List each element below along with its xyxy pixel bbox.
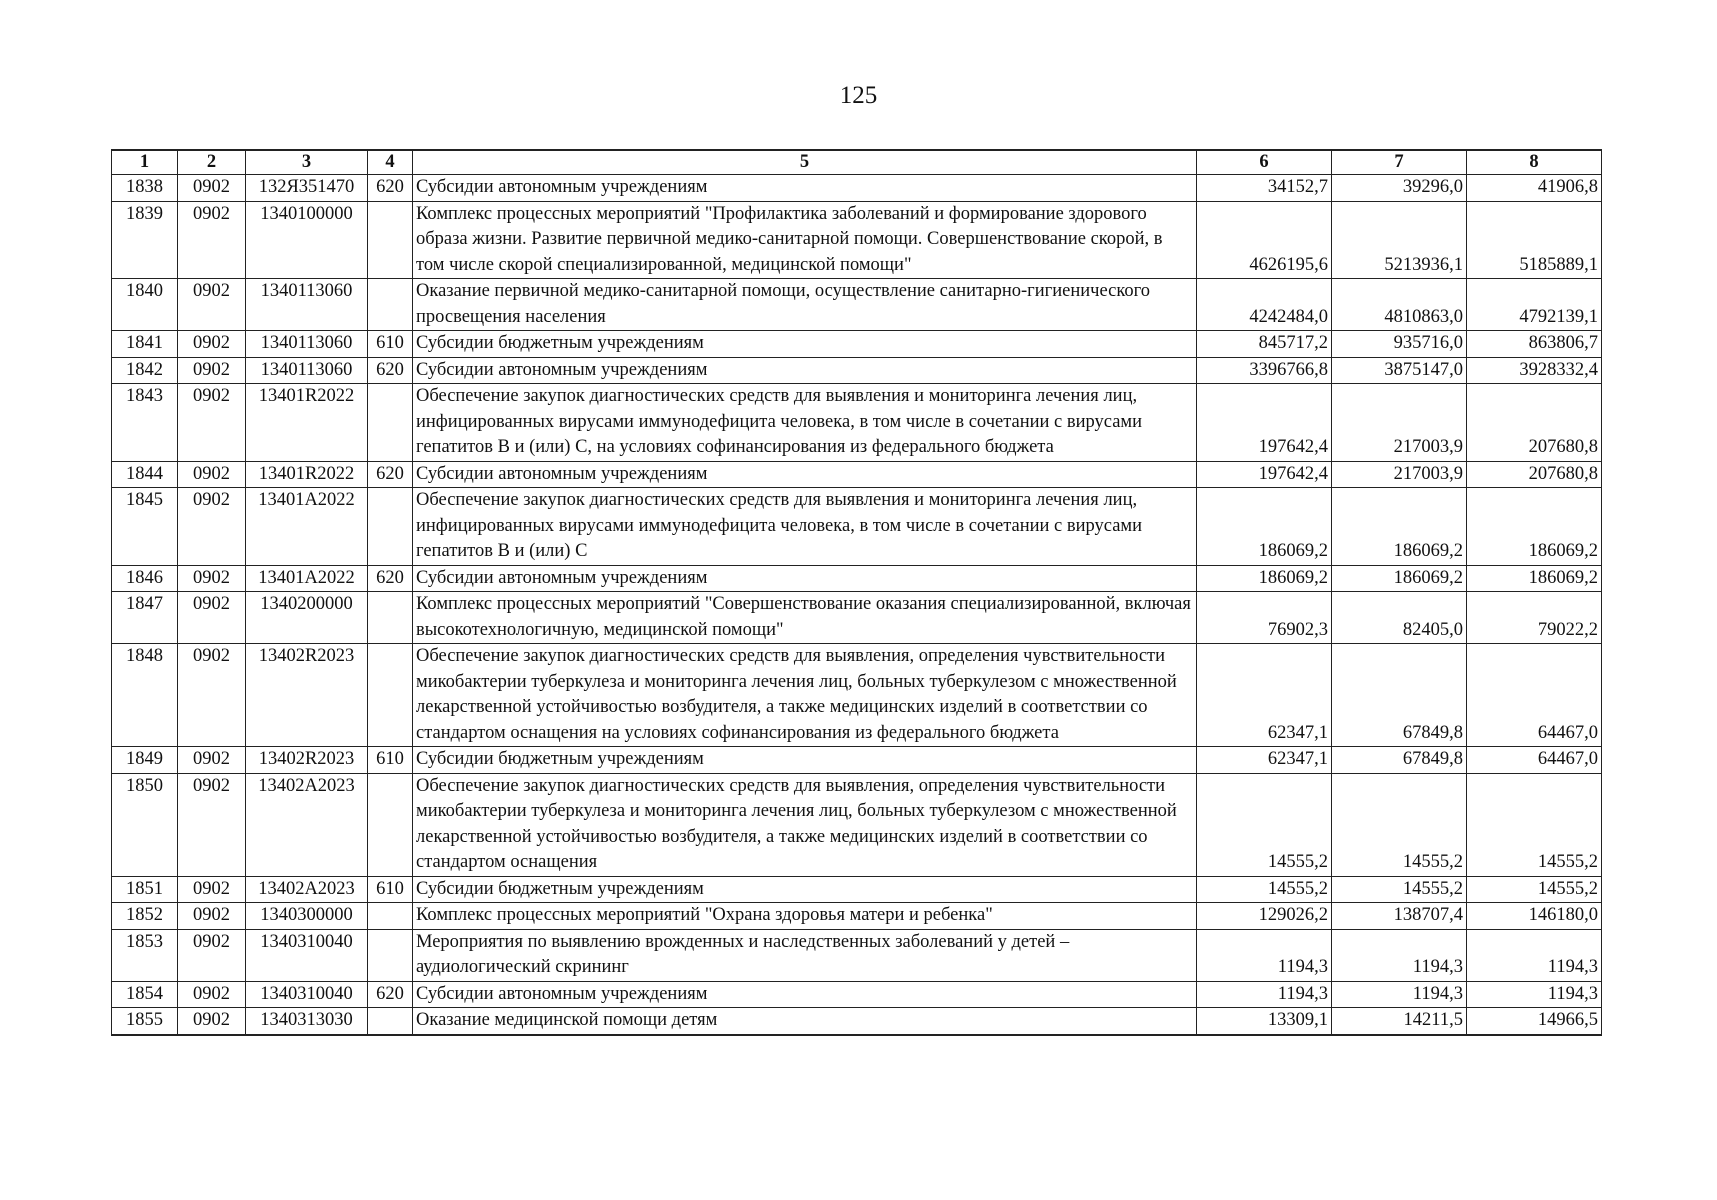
- target-article-code: 1340300000: [246, 903, 368, 930]
- amount-col-6: 1194,3: [1197, 981, 1332, 1008]
- item-name: Оказание первичной медико-санитарной помощи, осуществление санитарно-гигиенического просвещения населения: [413, 279, 1197, 331]
- expense-type-code: [368, 201, 413, 279]
- item-name: Комплекс процессных мероприятий "Профилактика заболеваний и формирование здорового образа жизни. Развитие первичной медико-санитарной помощи. Совершенствование скорой, в том числе скорой специализированной, медицинской помощи": [413, 201, 1197, 279]
- amount-col-6: 4242484,0: [1197, 279, 1332, 331]
- amount-col-7: 67849,8: [1332, 747, 1467, 774]
- section-code: 0902: [178, 773, 246, 876]
- expense-type-code: [368, 279, 413, 331]
- row-number: 1855: [112, 1008, 178, 1035]
- amount-col-8: 14966,5: [1467, 1008, 1602, 1035]
- target-article-code: 1340113060: [246, 331, 368, 358]
- amount-col-6: 4626195,6: [1197, 201, 1332, 279]
- row-number: 1840: [112, 279, 178, 331]
- amount-col-6: 197642,4: [1197, 384, 1332, 462]
- table-row: [112, 929, 1602, 981]
- amount-col-6: 34152,7: [1197, 175, 1332, 202]
- section-code: 0902: [178, 1008, 246, 1035]
- amount-col-6: 129026,2: [1197, 903, 1332, 930]
- amount-col-8: 186069,2: [1467, 488, 1602, 566]
- amount-col-8: 64467,0: [1467, 747, 1602, 774]
- amount-col-8: 79022,2: [1467, 592, 1602, 644]
- column-header: 2: [178, 150, 246, 175]
- expense-type-code: 620: [368, 175, 413, 202]
- row-number: 1853: [112, 929, 178, 981]
- column-header: 4: [368, 150, 413, 175]
- expense-type-code: [368, 929, 413, 981]
- table-row: [112, 201, 1602, 279]
- amount-col-8: 207680,8: [1467, 384, 1602, 462]
- table-row: [112, 357, 1602, 384]
- section-code: 0902: [178, 201, 246, 279]
- amount-col-6: 3396766,8: [1197, 357, 1332, 384]
- table-row: [112, 279, 1602, 331]
- amount-col-7: 217003,9: [1332, 461, 1467, 488]
- amount-col-8: 186069,2: [1467, 565, 1602, 592]
- section-code: 0902: [178, 981, 246, 1008]
- row-number: 1841: [112, 331, 178, 358]
- item-name: Субсидии бюджетным учреждениям: [413, 331, 1197, 358]
- amount-col-8: 5185889,1: [1467, 201, 1602, 279]
- amount-col-7: 14555,2: [1332, 773, 1467, 876]
- row-number: 1838: [112, 175, 178, 202]
- amount-col-7: 1194,3: [1332, 929, 1467, 981]
- table-row: [112, 461, 1602, 488]
- amount-col-8: 1194,3: [1467, 981, 1602, 1008]
- table-row: [112, 773, 1602, 876]
- row-number: 1844: [112, 461, 178, 488]
- amount-col-6: 845717,2: [1197, 331, 1332, 358]
- amount-col-7: 39296,0: [1332, 175, 1467, 202]
- item-name: Субсидии автономным учреждениям: [413, 357, 1197, 384]
- row-number: 1852: [112, 903, 178, 930]
- item-name: Комплекс процессных мероприятий "Охрана здоровья матери и ребенка": [413, 903, 1197, 930]
- amount-col-7: 1194,3: [1332, 981, 1467, 1008]
- target-article-code: 13401R2022: [246, 461, 368, 488]
- table-row: [112, 876, 1602, 903]
- amount-col-6: 14555,2: [1197, 876, 1332, 903]
- amount-col-6: 186069,2: [1197, 565, 1332, 592]
- amount-col-8: 4792139,1: [1467, 279, 1602, 331]
- item-name: Субсидии автономным учреждениям: [413, 175, 1197, 202]
- amount-col-7: 67849,8: [1332, 644, 1467, 747]
- expense-type-code: 610: [368, 876, 413, 903]
- amount-col-8: 14555,2: [1467, 876, 1602, 903]
- table-row: [112, 565, 1602, 592]
- expense-type-code: 620: [368, 357, 413, 384]
- amount-col-7: 186069,2: [1332, 565, 1467, 592]
- section-code: 0902: [178, 929, 246, 981]
- expense-type-code: [368, 903, 413, 930]
- section-code: 0902: [178, 592, 246, 644]
- item-name: Обеспечение закупок диагностических средств для выявления и мониторинга лечения лиц, инфицированных вирусами иммунодефицита человека, в том числе в сочетании с вирусами гепатитов В и (или) С: [413, 488, 1197, 566]
- section-code: 0902: [178, 876, 246, 903]
- amount-col-8: 3928332,4: [1467, 357, 1602, 384]
- amount-col-8: 207680,8: [1467, 461, 1602, 488]
- amount-col-6: 62347,1: [1197, 747, 1332, 774]
- amount-col-6: 1194,3: [1197, 929, 1332, 981]
- amount-col-6: 76902,3: [1197, 592, 1332, 644]
- expense-type-code: [368, 773, 413, 876]
- target-article-code: 1340310040: [246, 929, 368, 981]
- section-code: 0902: [178, 644, 246, 747]
- expense-type-code: [368, 1008, 413, 1035]
- item-name: Субсидии бюджетным учреждениям: [413, 876, 1197, 903]
- amount-col-8: 64467,0: [1467, 644, 1602, 747]
- row-number: 1842: [112, 357, 178, 384]
- amount-col-6: 197642,4: [1197, 461, 1332, 488]
- table-row: [112, 1008, 1602, 1035]
- amount-col-6: 13309,1: [1197, 1008, 1332, 1035]
- section-code: 0902: [178, 488, 246, 566]
- table-row: [112, 488, 1602, 566]
- table-row: [112, 981, 1602, 1008]
- row-number: 1850: [112, 773, 178, 876]
- expense-type-code: [368, 384, 413, 462]
- amount-col-7: 5213936,1: [1332, 201, 1467, 279]
- amount-col-7: 4810863,0: [1332, 279, 1467, 331]
- expense-type-code: 620: [368, 565, 413, 592]
- item-name: Комплекс процессных мероприятий "Совершенствование оказания специализированной, включая высокотехнологичную, медицинской помощи": [413, 592, 1197, 644]
- section-code: 0902: [178, 357, 246, 384]
- target-article-code: 1340113060: [246, 279, 368, 331]
- amount-col-7: 138707,4: [1332, 903, 1467, 930]
- item-name: Оказание медицинской помощи детям: [413, 1008, 1197, 1035]
- header-row: [112, 150, 1602, 175]
- section-code: 0902: [178, 331, 246, 358]
- row-number: 1846: [112, 565, 178, 592]
- row-number: 1839: [112, 201, 178, 279]
- table-row: [112, 644, 1602, 747]
- amount-col-7: 3875147,0: [1332, 357, 1467, 384]
- column-header: 3: [246, 150, 368, 175]
- table-row: [112, 903, 1602, 930]
- target-article-code: 13401R2022: [246, 384, 368, 462]
- expense-type-code: [368, 488, 413, 566]
- amount-col-8: 1194,3: [1467, 929, 1602, 981]
- target-article-code: 13402A2023: [246, 876, 368, 903]
- column-header: 7: [1332, 150, 1467, 175]
- target-article-code: 1340100000: [246, 201, 368, 279]
- section-code: 0902: [178, 747, 246, 774]
- amount-col-7: 82405,0: [1332, 592, 1467, 644]
- expense-type-code: 610: [368, 331, 413, 358]
- target-article-code: 1340310040: [246, 981, 368, 1008]
- item-name: Обеспечение закупок диагностических средств для выявления, определения чувствительности микобактерии туберкулеза и мониторинга лечения лиц, больных туберкулезом с множественной лекарственной устойчивостью возбудителя, а также медицинских изделий в соответствии со стандартом оснащения: [413, 773, 1197, 876]
- row-number: 1849: [112, 747, 178, 774]
- column-header: 8: [1467, 150, 1602, 175]
- item-name: Субсидии автономным учреждениям: [413, 565, 1197, 592]
- item-name: Субсидии автономным учреждениям: [413, 981, 1197, 1008]
- budget-table: [111, 149, 1602, 1036]
- column-header: 5: [413, 150, 1197, 175]
- section-code: 0902: [178, 175, 246, 202]
- item-name: Мероприятия по выявлению врожденных и наследственных заболеваний у детей – аудиологический скрининг: [413, 929, 1197, 981]
- row-number: 1845: [112, 488, 178, 566]
- expense-type-code: 620: [368, 981, 413, 1008]
- target-article-code: 1340113060: [246, 357, 368, 384]
- column-header: 1: [112, 150, 178, 175]
- target-article-code: 1340200000: [246, 592, 368, 644]
- amount-col-8: 41906,8: [1467, 175, 1602, 202]
- amount-col-7: 186069,2: [1332, 488, 1467, 566]
- amount-col-7: 935716,0: [1332, 331, 1467, 358]
- amount-col-7: 14555,2: [1332, 876, 1467, 903]
- amount-col-8: 146180,0: [1467, 903, 1602, 930]
- item-name: Субсидии автономным учреждениям: [413, 461, 1197, 488]
- page-number: 125: [839, 82, 878, 109]
- table-row: [112, 592, 1602, 644]
- section-code: 0902: [178, 384, 246, 462]
- target-article-code: 13402A2023: [246, 773, 368, 876]
- target-article-code: 13401A2022: [246, 488, 368, 566]
- target-article-code: 132Я351470: [246, 175, 368, 202]
- expense-type-code: 610: [368, 747, 413, 774]
- amount-col-6: 186069,2: [1197, 488, 1332, 566]
- section-code: 0902: [178, 279, 246, 331]
- item-name: Субсидии бюджетным учреждениям: [413, 747, 1197, 774]
- item-name: Обеспечение закупок диагностических средств для выявления и мониторинга лечения лиц, инфицированных вирусами иммунодефицита человека, в том числе в сочетании с вирусами гепатитов В и (или) С, на условиях софинансирования из федерального бюджета: [413, 384, 1197, 462]
- table-row: [112, 175, 1602, 202]
- expense-type-code: [368, 592, 413, 644]
- row-number: 1843: [112, 384, 178, 462]
- row-number: 1848: [112, 644, 178, 747]
- section-code: 0902: [178, 903, 246, 930]
- amount-col-6: 62347,1: [1197, 644, 1332, 747]
- target-article-code: 1340313030: [246, 1008, 368, 1035]
- target-article-code: 13401A2022: [246, 565, 368, 592]
- column-header: 6: [1197, 150, 1332, 175]
- amount-col-7: 14211,5: [1332, 1008, 1467, 1035]
- target-article-code: 13402R2023: [246, 644, 368, 747]
- amount-col-8: 14555,2: [1467, 773, 1602, 876]
- amount-col-6: 14555,2: [1197, 773, 1332, 876]
- table-row: [112, 747, 1602, 774]
- item-name: Обеспечение закупок диагностических средств для выявления, определения чувствительности микобактерии туберкулеза и мониторинга лечения лиц, больных туберкулезом с множественной лекарственной устойчивостью возбудителя, а также медицинских изделий в соответствии со стандартом оснащения на условиях софинансирования из федерального бюджета: [413, 644, 1197, 747]
- row-number: 1851: [112, 876, 178, 903]
- row-number: 1854: [112, 981, 178, 1008]
- expense-type-code: [368, 644, 413, 747]
- table-row: [112, 384, 1602, 462]
- section-code: 0902: [178, 565, 246, 592]
- section-code: 0902: [178, 461, 246, 488]
- target-article-code: 13402R2023: [246, 747, 368, 774]
- expense-type-code: 620: [368, 461, 413, 488]
- amount-col-7: 217003,9: [1332, 384, 1467, 462]
- table-row: [112, 331, 1602, 358]
- row-number: 1847: [112, 592, 178, 644]
- amount-col-8: 863806,7: [1467, 331, 1602, 358]
